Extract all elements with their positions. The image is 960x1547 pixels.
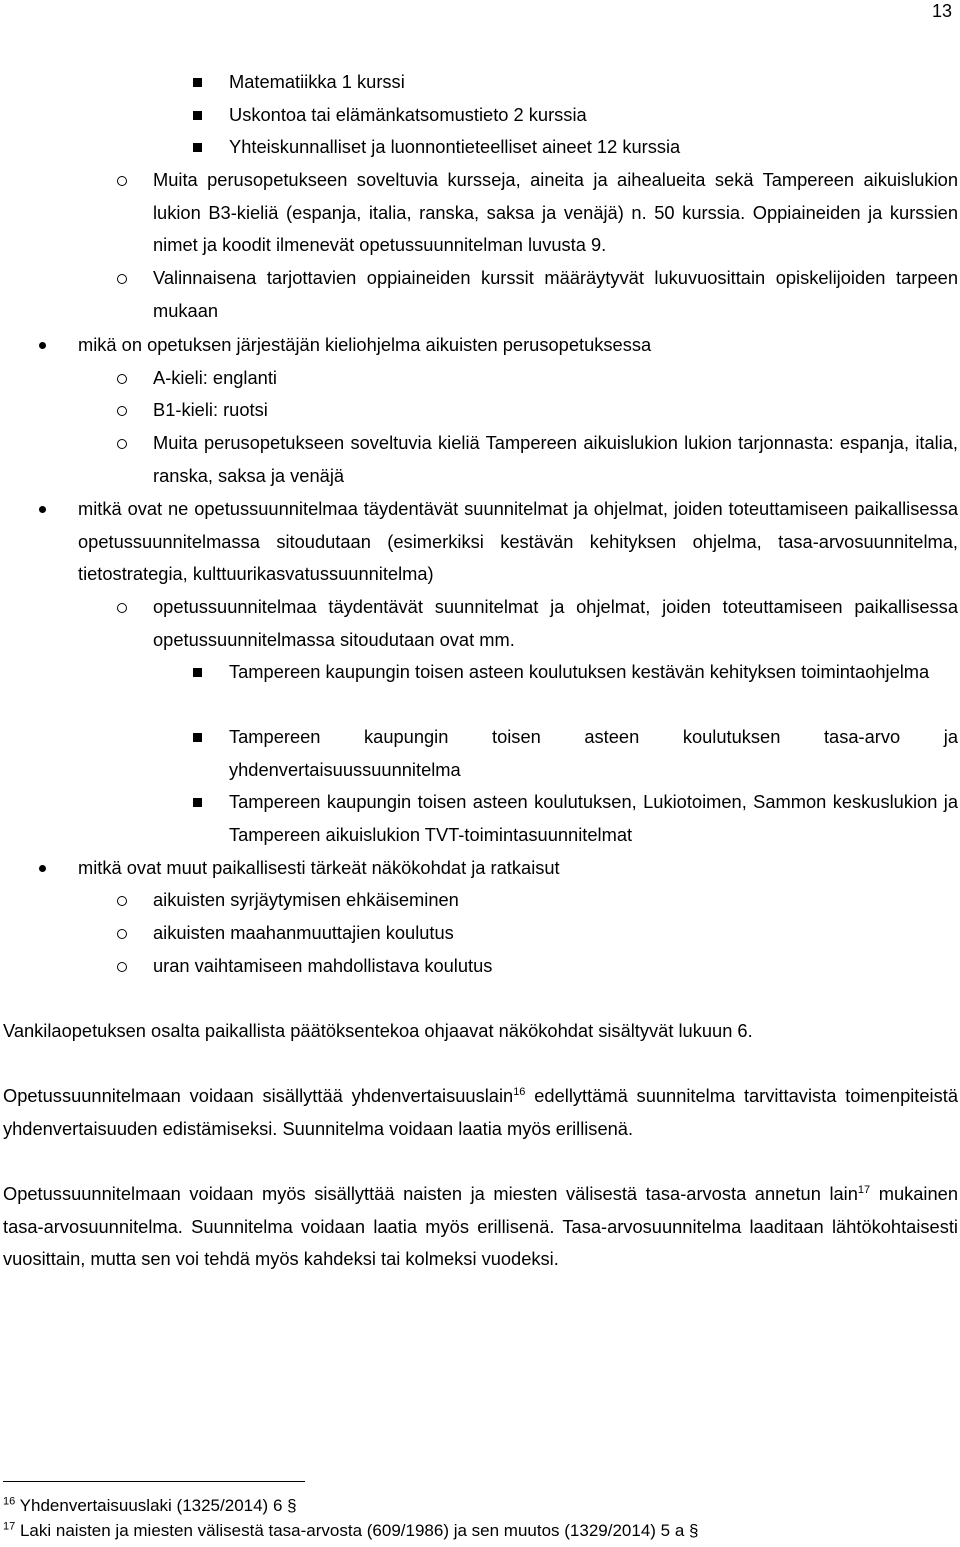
square-bullet-icon (193, 798, 202, 807)
square-bullet-icon (193, 668, 202, 677)
list-item: Matematiikka 1 kurssi (229, 66, 958, 99)
circle-bullet-icon (117, 929, 127, 939)
square-bullet-icon (193, 733, 202, 742)
footnote: $^{17}$ Laki naisten ja miesten välisestä tasa-arvosta (609/1986) ja sen muutos (1329/2014) 5 a § (3, 1520, 699, 1540)
paragraph-tasa-arvo: Opetussuunnitelmaan voidaan myös sisällyttää naisten ja miesten välisestä tasa-arvosta annetun lain$^{17}$ mukainen tasa-arvosuunnitelma. Suunnitelma voidaan laatia myös erillisenä. Tasa-arvosuunnitelma laaditaan lähtökohtaisesti vuosittain, mutta sen voi tehdä myös kahdeksi tai kolmeksi vuodeksi. (3, 1183, 958, 1270)
list-item: Yhteiskunnalliset ja luonnontieteelliset aineet 12 kurssia (229, 131, 958, 164)
circle-bullet-icon (117, 374, 127, 384)
list-item: aikuisten syrjäytymisen ehkäiseminen (153, 884, 958, 917)
list-item: B1-kieli: ruotsi (153, 394, 958, 427)
list-item: Tampereen kaupungin toisen asteen koulutuksen tasa-arvo ja yhdenvertaisuussuunnitelma (229, 721, 958, 786)
list-item: uran vaihtamiseen mahdollistava koulutus (153, 950, 958, 983)
list-item: Tampereen kaupungin toisen asteen koulutuksen, Lukiotoimen, Sammon keskuslukion ja Tampereen aikuislukion TVT-toimintasuunnitelmat (229, 786, 958, 851)
circle-bullet-icon (117, 274, 127, 284)
circle-bullet-icon (117, 406, 127, 416)
bullet-dot-icon (39, 865, 46, 872)
circle-bullet-icon (117, 896, 127, 906)
circle-bullet-icon (117, 176, 127, 186)
list-item: Tampereen kaupungin toisen asteen koulutuksen kestävän kehityksen toimintaohjelma (229, 656, 958, 689)
footnote-ref[interactable]: 16 (513, 1085, 526, 1098)
list-item: mitkä ovat ne opetussuunnitelmaa täydentävät suunnitelmat ja ohjelmat, joiden toteuttamiseen paikallisessa opetussuunnitelmassa sitoudutaan (esimerkiksi kestävän kehityksen ohjelma, tasa-arvosuunnitelma, tietostrategia, kulttuurikasvatussuunnitelma) (78, 493, 958, 591)
circle-bullet-icon (117, 603, 127, 613)
paragraph-yhdenvertaisuus: Opetussuunnitelmaan voidaan sisällyttää yhdenvertaisuuslain$^{16}$ edellyttämä suunnitelma tarvittavista toimenpiteistä yhdenvertaisuuden edistämiseksi. Suunnitelma voidaan laatia myös erillisenä. (3, 1085, 958, 1139)
list-item: Muita perusopetukseen soveltuvia kursseja, aineita ja aihealueita sekä Tampereen aikuislukion lukion B3-kieliä (espanja, italia, ranska, saksa ja venäjä) n. 50 kurssia. Oppiaineiden ja kurssien nimet ja koodit ilmenevät opetussuunnitelman luvusta 9. (153, 164, 958, 262)
bullet-dot-icon (39, 342, 46, 349)
list-item: opetussuunnitelmaa täydentävät suunnitelmat ja ohjelmat, joiden toteuttamiseen paikallisessa opetussuunnitelmassa sitoudutaan ovat mm. (153, 591, 958, 656)
list-item: Valinnaisena tarjottavien oppiaineiden kurssit määräytyvät lukuvuosittain opiskelijoiden tarpeen mukaan (153, 262, 958, 327)
list-item: mikä on opetuksen järjestäjän kieliohjelma aikuisten perusopetuksessa (78, 329, 958, 362)
list-item: aikuisten maahanmuuttajien koulutus (153, 917, 958, 950)
list-item: Muita perusopetukseen soveltuvia kieliä Tampereen aikuislukion lukion tarjonnasta: espanja, italia, ranska, saksa ja venäjä (153, 427, 958, 492)
square-bullet-icon (193, 78, 202, 87)
footnote-ref[interactable]: 17 (857, 1183, 871, 1196)
circle-bullet-icon (117, 962, 127, 972)
page-number: 13 (931, 1, 952, 21)
square-bullet-icon (193, 143, 202, 152)
list-item: Uskontoa tai elämänkatsomustieto 2 kurssia (229, 99, 958, 132)
list-item: A-kieli: englanti (153, 362, 958, 395)
square-bullet-icon (193, 111, 202, 120)
footnote-separator (3, 1481, 305, 1482)
circle-bullet-icon (117, 439, 127, 449)
bullet-dot-icon (39, 506, 46, 513)
list-item: mitkä ovat muut paikallisesti tärkeät näkökohdat ja ratkaisut (78, 852, 958, 885)
footnote: $^{16}$ Yhdenvertaisuuslaki (1325/2014) 6 § (3, 1495, 297, 1515)
paragraph-vankilaopetus: Vankilaopetuksen osalta paikallista päätöksentekoa ohjaavat näkökohdat sisältyvät lukuun 6. (3, 1020, 753, 1041)
